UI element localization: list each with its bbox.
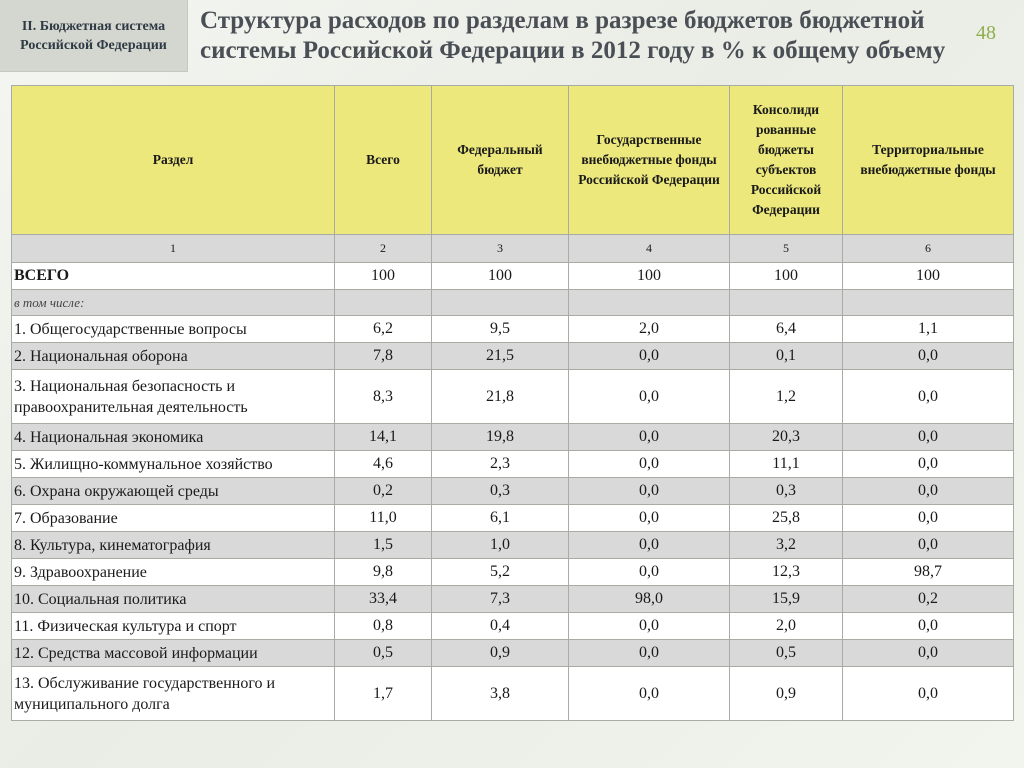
including-row (12, 290, 1014, 316)
table-cell: 6,2 (335, 316, 432, 343)
table-cell: 1,5 (335, 532, 432, 559)
table-cell: 0,0 (569, 478, 730, 505)
table-cell: 100 (432, 263, 569, 290)
table-cell (335, 290, 432, 316)
table-cell: 3,2 (730, 532, 843, 559)
table-cell: 0,1 (730, 343, 843, 370)
table-cell: 8,3 (335, 370, 432, 424)
table-cell: 0,0 (843, 370, 1014, 424)
table-cell: 100 (335, 263, 432, 290)
table-cell: 0,9 (432, 640, 569, 667)
table-cell: 0,0 (569, 559, 730, 586)
table-cell: 21,8 (432, 370, 569, 424)
row-section-name: 1. Общегосударственные вопросы (12, 316, 335, 343)
table-cell: 0,5 (730, 640, 843, 667)
column-number: 4 (569, 235, 730, 263)
section-label (0, 0, 188, 72)
table-cell: 0,0 (569, 505, 730, 532)
table-row (12, 424, 1014, 451)
row-section-name: 2. Национальная оборона (12, 343, 335, 370)
table-cell: 0,0 (569, 613, 730, 640)
row-section-name: 4. Национальная экономика (12, 424, 335, 451)
total-label: ВСЕГО (12, 263, 335, 290)
table-cell: 7,3 (432, 586, 569, 613)
table-cell (730, 290, 843, 316)
table-cell: 2,0 (730, 613, 843, 640)
table-cell: 21,5 (432, 343, 569, 370)
table-cell: 11,0 (335, 505, 432, 532)
table-cell: 0,0 (843, 505, 1014, 532)
table-row (12, 559, 1014, 586)
table-cell: 2,0 (569, 316, 730, 343)
row-section-name: 5. Жилищно-коммунальное хозяйство (12, 451, 335, 478)
table-cell: 0,2 (335, 478, 432, 505)
row-section-name: 6. Охрана окружающей среды (12, 478, 335, 505)
row-section-name: 7. Образование (12, 505, 335, 532)
table-cell: 14,1 (335, 424, 432, 451)
header-consolidated-regional-budgets: Консолиди рованные бюджеты субъектов Российской Федерации (730, 86, 843, 235)
table-cell: 0,0 (569, 424, 730, 451)
table-cell: 100 (569, 263, 730, 290)
section-label-line2: Российской Федерации (20, 37, 167, 53)
column-number: 6 (843, 235, 1014, 263)
table-header-row (12, 86, 1014, 235)
table-row (12, 343, 1014, 370)
table-cell: 100 (730, 263, 843, 290)
row-section-name: 9. Здравоохранение (12, 559, 335, 586)
including-label: в том числе: (12, 290, 335, 316)
table-cell: 1,7 (335, 667, 432, 721)
header-section: Раздел (12, 86, 335, 235)
row-section-name: 8. Культура, кинематография (12, 532, 335, 559)
table-cell: 98,0 (569, 586, 730, 613)
table-cell: 15,9 (730, 586, 843, 613)
column-number-row (12, 235, 1014, 263)
table-row (12, 316, 1014, 343)
table-cell: 0,2 (843, 586, 1014, 613)
table-row (12, 586, 1014, 613)
table-cell: 19,8 (432, 424, 569, 451)
table-row (12, 532, 1014, 559)
header-federal-budget: Федеральный бюджет (432, 86, 569, 235)
table-cell: 25,8 (730, 505, 843, 532)
table-cell: 6,4 (730, 316, 843, 343)
row-section-name: 11. Физическая культура и спорт (12, 613, 335, 640)
table-cell: 0,4 (432, 613, 569, 640)
section-label-line1: II. Бюджетная система (21, 18, 166, 34)
table-cell: 2,3 (432, 451, 569, 478)
column-number: 1 (12, 235, 335, 263)
table-cell: 0,0 (569, 370, 730, 424)
budget-structure-table (11, 85, 1014, 721)
total-row (12, 263, 1014, 290)
table-cell: 12,3 (730, 559, 843, 586)
table-cell: 7,8 (335, 343, 432, 370)
table-cell: 9,8 (335, 559, 432, 586)
table-row (12, 640, 1014, 667)
table-row (12, 505, 1014, 532)
table-cell (432, 290, 569, 316)
table-cell: 3,8 (432, 667, 569, 721)
table-cell: 4,6 (335, 451, 432, 478)
table-cell: 0,0 (569, 640, 730, 667)
table-row (12, 478, 1014, 505)
table-cell: 0,0 (843, 478, 1014, 505)
table-cell: 0,0 (843, 667, 1014, 721)
row-section-name: 12. Средства массовой информации (12, 640, 335, 667)
table-cell: 0,0 (569, 343, 730, 370)
table-row (12, 613, 1014, 640)
table-cell: 0,3 (432, 478, 569, 505)
column-number: 3 (432, 235, 569, 263)
row-section-name: 10. Социальная политика (12, 586, 335, 613)
table-cell: 11,1 (730, 451, 843, 478)
row-section-name: 3. Национальная безопасность и правоохранительная деятельность (12, 370, 335, 424)
table-cell: 1,1 (843, 316, 1014, 343)
table-cell: 98,7 (843, 559, 1014, 586)
table-cell: 5,2 (432, 559, 569, 586)
table-cell: 20,3 (730, 424, 843, 451)
table-cell: 0,0 (843, 613, 1014, 640)
table-cell: 0,0 (843, 451, 1014, 478)
table-cell: 0,5 (335, 640, 432, 667)
header-territorial-extrabudgetary-funds: Территориальные внебюджетные фонды (843, 86, 1014, 235)
header-total: Всего (335, 86, 432, 235)
table-cell: 0,0 (569, 451, 730, 478)
table-cell: 1,0 (432, 532, 569, 559)
table-cell: 9,5 (432, 316, 569, 343)
table-cell: 0,0 (843, 343, 1014, 370)
table-cell (569, 290, 730, 316)
table-cell: 0,0 (843, 532, 1014, 559)
table-cell: 0,0 (843, 640, 1014, 667)
column-number: 5 (730, 235, 843, 263)
table-cell: 33,4 (335, 586, 432, 613)
table-cell: 0,8 (335, 613, 432, 640)
header-state-extrabudgetary-funds: Государственные внебюджетные фонды Российской Федерации (569, 86, 730, 235)
table-row (12, 451, 1014, 478)
table-cell: 1,2 (730, 370, 843, 424)
table-cell (843, 290, 1014, 316)
table-row (12, 667, 1014, 721)
table-row (12, 370, 1014, 424)
table-cell: 6,1 (432, 505, 569, 532)
table-cell: 0,0 (569, 532, 730, 559)
table-cell: 0,3 (730, 478, 843, 505)
slide-title: Структура расходов по разделам в разрезе бюджетов бюджетной системы Российской Федерации в 2012 году в % к общему объему (200, 7, 946, 64)
table-cell: 0,0 (843, 424, 1014, 451)
table-cell: 0,9 (730, 667, 843, 721)
page-number: 48 (976, 22, 996, 44)
table-cell: 0,0 (569, 667, 730, 721)
column-number: 2 (335, 235, 432, 263)
row-section-name: 13. Обслуживание государственного и муниципального долга (12, 667, 335, 721)
table-cell: 100 (843, 263, 1014, 290)
